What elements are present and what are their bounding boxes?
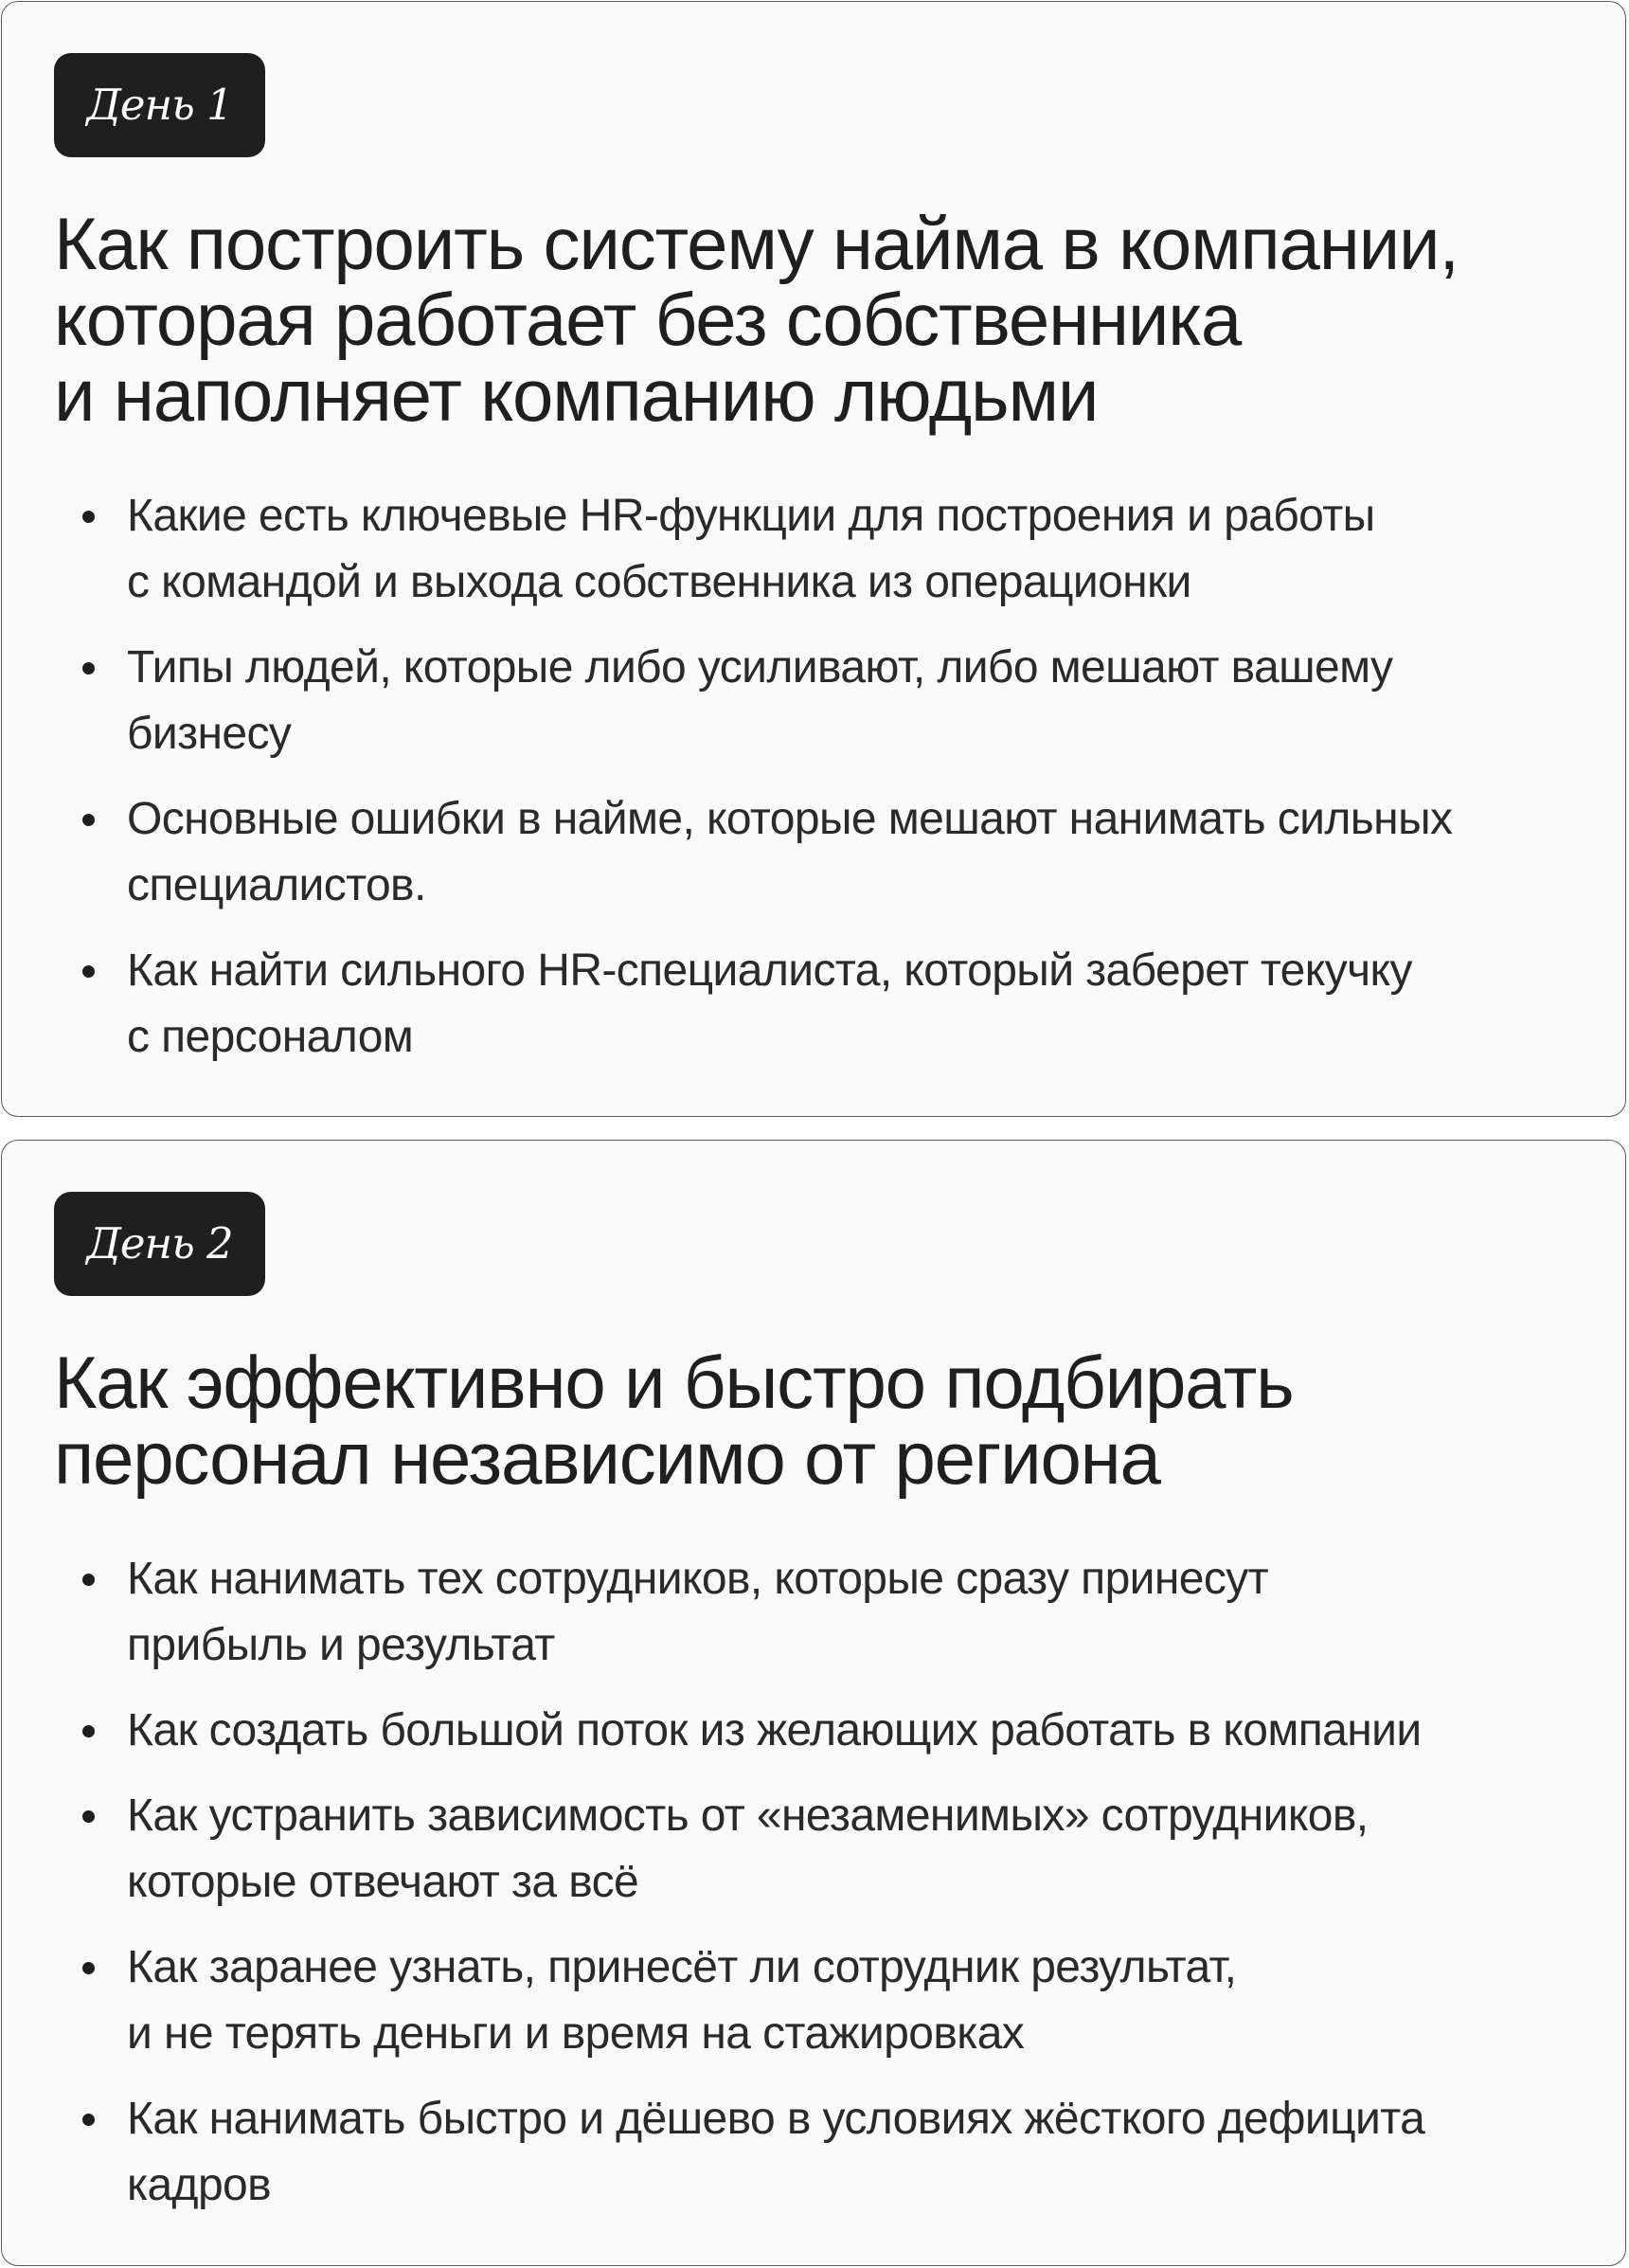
list-item xyxy=(82,786,1587,919)
day-1-topics-list xyxy=(82,483,1587,1089)
bullet-icon xyxy=(82,2114,95,2126)
title-line: и наполняет компанию людьми xyxy=(54,353,1099,437)
list-item xyxy=(82,1935,1587,2067)
day-2-title xyxy=(54,1341,1597,1500)
day-1-badge: День 1 xyxy=(54,53,265,157)
bullet-icon xyxy=(82,662,95,675)
list-item-text: Как нанимать быстро и дёшево в условиях жёсткого дефицита xyxy=(127,2094,1425,2144)
list-item-text: Типы людей, которые либо усиливают, либо мешают вашему xyxy=(127,642,1393,693)
bullet-icon xyxy=(82,1962,95,1974)
day-2-topics-list xyxy=(82,1546,1587,2238)
list-item-text: Какие есть ключевые HR-функции для построения и работы xyxy=(127,491,1375,541)
bullet-icon xyxy=(82,1725,95,1737)
list-item-text: специалистов. xyxy=(127,860,426,910)
list-item xyxy=(82,483,1587,616)
day-2-card xyxy=(1,1140,1626,2266)
bullet-icon xyxy=(82,1574,95,1586)
day-1-title xyxy=(54,202,1597,437)
list-item-text: Как заранее узнать, принесёт ли сотрудник результат, xyxy=(127,1942,1237,1992)
list-item xyxy=(82,1698,1587,1764)
list-item xyxy=(82,2086,1587,2219)
day-2-badge: День 2 xyxy=(54,1192,265,1296)
list-item-text: бизнесу xyxy=(127,709,292,759)
bullet-icon xyxy=(82,814,95,826)
list-item-text: кадров xyxy=(127,2160,272,2210)
list-item xyxy=(82,938,1587,1071)
list-item xyxy=(82,635,1587,767)
title-line: Как эффективно и быстро подбирать xyxy=(54,1341,1294,1424)
bullet-icon xyxy=(82,965,95,978)
bullet-icon xyxy=(82,511,95,523)
list-item-text: Как создать большой поток из желающих работать в компании xyxy=(127,1705,1422,1755)
bullet-icon xyxy=(82,1810,95,1823)
day-1-card xyxy=(1,1,1626,1117)
list-item xyxy=(82,1546,1587,1679)
title-line: которая работает без собственника xyxy=(54,278,1242,361)
list-item-text: прибыль и результат xyxy=(127,1620,555,1670)
title-line: персонал независимо от региона xyxy=(54,1416,1160,1500)
list-item-text: Как устранить зависимость от «незаменимых» сотрудников, xyxy=(127,1791,1369,1841)
list-item xyxy=(82,1783,1587,1916)
list-item-text: которые отвечают за всё xyxy=(127,1857,639,1907)
list-item-text: и не терять деньги и время на стажировках xyxy=(127,2008,1025,2059)
list-item-text: Основные ошибки в найме, которые мешают нанимать сильных xyxy=(127,794,1453,844)
list-item-text: Как нанимать тех сотрудников, которые сразу принесут xyxy=(127,1554,1269,1604)
list-item-text: Как найти сильного HR-специалиста, который заберет текучку xyxy=(127,945,1412,996)
list-item-text: с командой и выхода собственника из операционки xyxy=(127,557,1191,607)
title-line: Как построить систему найма в компании, xyxy=(54,202,1459,285)
list-item-text: с персоналом xyxy=(127,1012,414,1062)
